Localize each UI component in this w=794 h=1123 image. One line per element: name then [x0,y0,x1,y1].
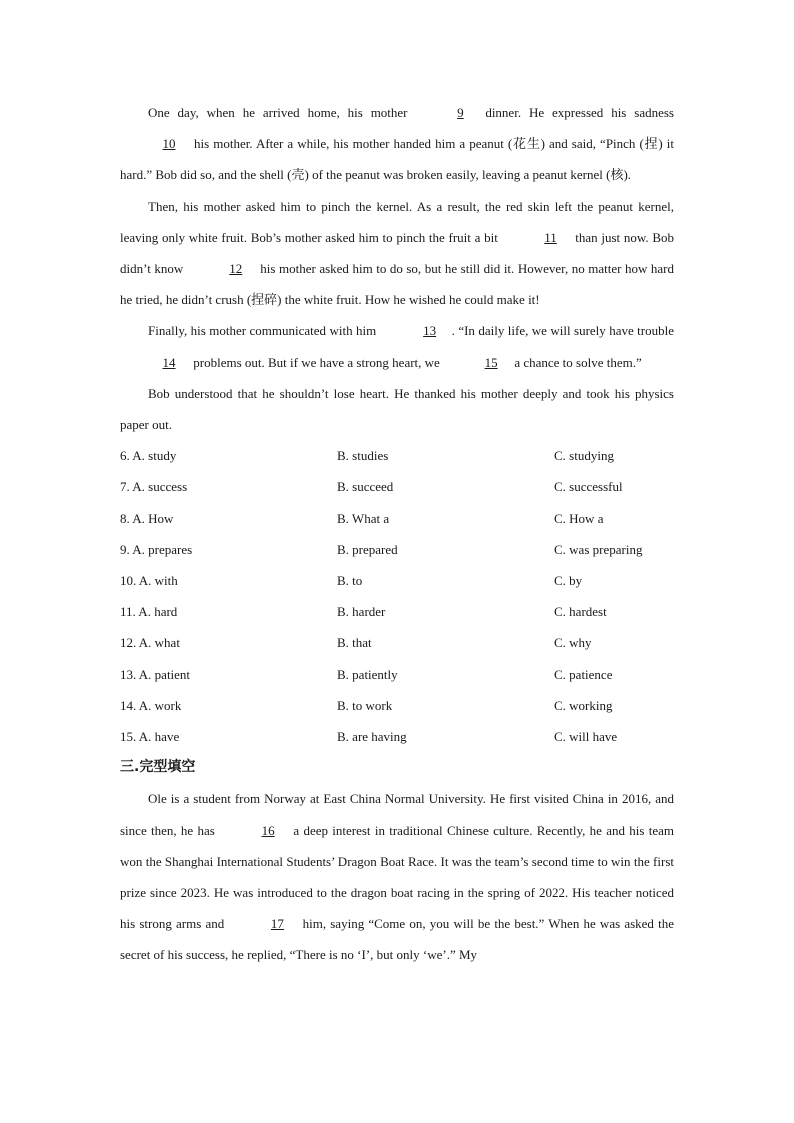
option-row-7 [120,471,674,502]
option-b: B. succeed [337,479,394,495]
blank-14: 14 [162,354,176,370]
option-b: B. prepared [337,541,398,557]
option-b: B. What a [337,510,390,526]
option-c: C. will have [554,728,618,744]
option-row-12 [120,627,674,658]
option-c: C. was preparing [554,541,643,557]
option-a: 14. A. work [120,697,182,713]
option-row-10 [120,565,674,596]
option-b: B. to work [337,697,393,713]
option-c: C. successful [554,479,623,495]
option-a: 7. A. success [120,479,188,495]
blank-13: 13 [423,323,437,339]
option-b: B. to [337,572,363,588]
option-b: B. are having [337,728,407,744]
option-c: C. working [554,697,613,713]
blank-15: 15 [484,354,498,370]
section3-paragraph-1: Ole is a student from Norway at East China Normal University. He first visited China in 2016, and since then, he has 16 a deep interest in traditional Chinese culture. Recently, he and his team won the Shanghai International Students’ Dragon Boat Race. It was the team’s second time to win the first prize since 2023. He was introduced to the dragon boat racing in the spring of 2022. His teacher noticed his strong arms and 17 him, saying “Come on, you will be the best.” When he was asked the secret of his success, he replied, “There is no ‘I’, but only ‘we’.” My [120,791,674,963]
option-c: C. hardest [554,604,607,620]
option-row-11 [120,596,674,627]
blank-10: 10 [162,136,176,152]
option-row-14 [120,690,674,721]
options-list [120,440,674,752]
option-row-9 [120,534,674,565]
option-row-15 [120,721,674,752]
option-b: B. that [337,635,372,651]
passage-paragraph-3: Finally, his mother communicated with him 13 . “In daily life, we will surely have trouble 14 problems out. But if we have a strong heart, we 15 a chance to solve them.” [120,315,674,377]
option-b: B. harder [337,604,386,620]
option-a: 12. A. what [120,635,180,651]
option-row-13 [120,659,674,690]
document-page [120,97,674,971]
option-a: 6. A. study [120,448,177,464]
option-a: 15. A. have [120,728,180,744]
option-c: C. why [554,635,592,651]
blank-11: 11 [544,229,557,245]
option-a: 9. A. prepares [120,541,193,557]
option-a: 11. A. hard [120,604,178,620]
blank-16: 16 [261,822,275,838]
option-row-8 [120,503,674,534]
passage-paragraph-4: Bob understood that he shouldn’t lose heart. He thanked his mother deeply and took his physics paper out. [120,385,674,433]
option-a: 13. A. patient [120,666,191,682]
passage-paragraph-2: Then, his mother asked him to pinch the kernel. As a result, the red skin left the peanut kernel, leaving only white fruit. Bob’s mother asked him to pinch the fruit a bit 11 than just now. Bob didn’t know 12 his mother asked him to do so, but he still did it. However, no matter how hard he tried, he didn’t crush (捏碎) the white fruit. How he wished he could make it! [120,198,674,308]
option-c: C. by [554,572,583,588]
option-c: C. How a [554,510,604,526]
passage-paragraph-1: One day, when he arrived home, his mother 9 dinner. He expressed his sadness 10 his mother. After a while, his mother handed him a peanut (花生) and said, “Pinch (捏) it hard.” Bob did so, and the shell (壳) of the peanut was broken easily, leaving a peanut kernel (核). [120,97,674,191]
option-c: C. studying [554,448,614,464]
option-row-6 [120,440,674,471]
option-c: C. patience [554,666,613,682]
section-title: 三.完型填空 [120,759,196,776]
option-b: B. studies [337,448,389,464]
blank-12: 12 [229,261,243,277]
blank-9: 9 [457,105,464,120]
option-a: 10. A. with [120,572,178,588]
option-b: B. patiently [337,666,398,682]
option-a: 8. A. How [120,510,174,526]
blank-17: 17 [270,916,284,932]
